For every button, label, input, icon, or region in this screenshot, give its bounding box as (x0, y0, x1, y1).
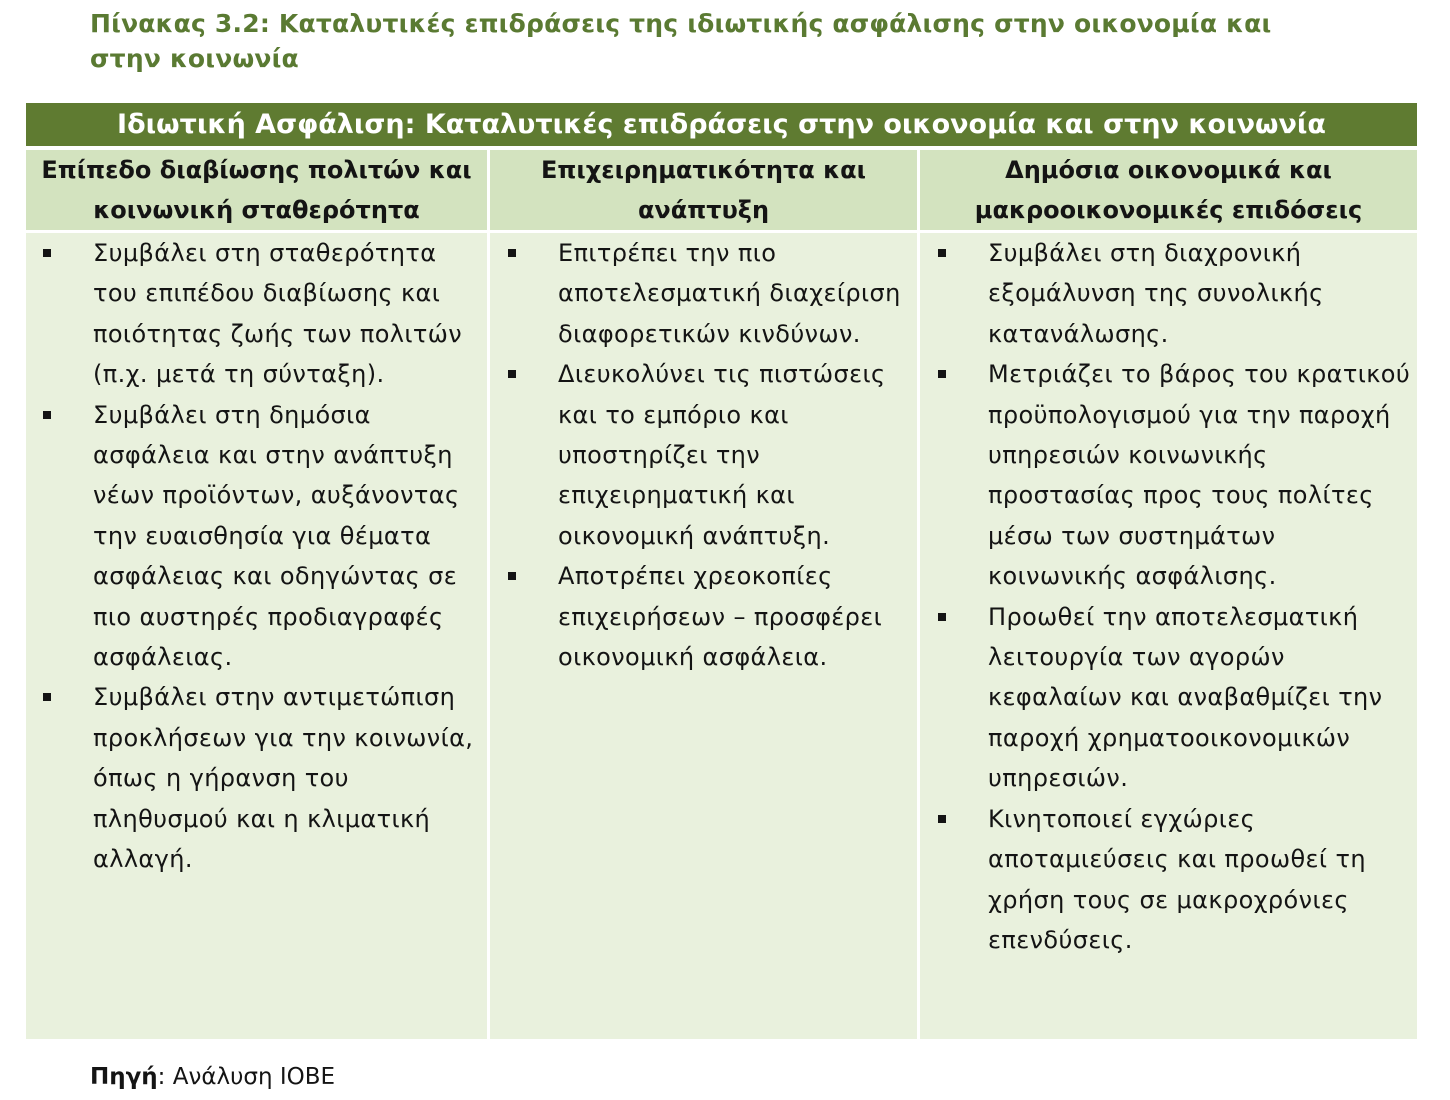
bullet-text: Διευκολύνει τις πιστώσεις και το εμπόριο και υποστηρίζει την επιχειρηματική και οικονομική ανάπτυξη. (558, 360, 886, 550)
bullet-text: Μετριάζει το βάρος του κρατικού προϋπολογισμού για την παροχή υπηρεσιών κοινωνικής προστασίας προς τους πολίτες μέσω των συστημάτων κοινωνικής ασφάλισης. (988, 360, 1411, 591)
bullet-list (26, 233, 487, 880)
source-text: : Ανάλυση ΙΟΒΕ (157, 1064, 336, 1090)
square-bullet-icon (43, 411, 51, 419)
list-item (26, 677, 487, 879)
bullet-text: Συμβάλει στη σταθερότητα του επιπέδου διαβίωσης και ποιότητας ζωής των πολιτών (π.χ. μετά τη σύνταξη). (93, 239, 463, 389)
table-caption: Πίνακας 3.2: Καταλυτικές επιδράσεις της ιδιωτικής ασφάλισης στην οικονομία και στην κοινωνία (90, 9, 1272, 73)
square-bullet-icon (508, 572, 516, 580)
square-bullet-icon (43, 249, 51, 257)
bullet-text: Αποτρέπει χρεοκοπίες επιχειρήσεων – προσφέρει οικονομική ασφάλεια. (558, 562, 883, 672)
bullet-text: Προωθεί την αποτελεσματική λειτουργία των αγορών κεφαλαίων και αναβαθμίζει την παροχή χρηματοοικονομικών υπηρεσιών. (988, 602, 1383, 793)
list-item (920, 597, 1417, 799)
list-item (920, 354, 1417, 596)
column-header: Δημόσια οικονομικά και μακροοικονομικές επιδόσεις (920, 150, 1417, 230)
impacts-table (26, 103, 1417, 1039)
list-item (920, 799, 1417, 961)
square-bullet-icon (508, 249, 516, 257)
square-bullet-icon (938, 249, 946, 257)
square-bullet-icon (508, 370, 516, 378)
source-label: Πηγή (90, 1064, 158, 1090)
column-header: Επίπεδο διαβίωσης πολιτών και κοινωνική σταθερότητα (26, 150, 487, 230)
bullet-text: Κινητοποιεί εγχώριες αποταμιεύσεις και προωθεί τη χρήση τους σε μακροχρόνιες επενδύσεις. (988, 804, 1366, 954)
list-item (920, 233, 1417, 354)
list-item (490, 556, 917, 677)
column-entrepreneurship (490, 150, 917, 1039)
bullet-text: Συμβάλει στη δημόσια ασφάλεια και στην ανάπτυξη νέων προϊόντων, αυξάνοντας την ευαισθησία για θέματα ασφάλειας και οδηγώντας σε πιο αυστηρές προδιαγραφές ασφάλειας. (93, 400, 460, 672)
bullet-text: Επιτρέπει την πιο αποτελεσματική διαχείριση διαφορετικών κινδύνων. (558, 239, 901, 348)
column-living-standards (26, 150, 487, 1039)
bullet-text: Συμβάλει στη διαχρονική εξομάλυνση της συνολικής κατανάλωσης. (988, 239, 1324, 348)
list-item (26, 395, 487, 678)
square-bullet-icon (938, 815, 946, 823)
list-item (490, 233, 917, 354)
square-bullet-icon (43, 693, 51, 701)
square-bullet-icon (938, 613, 946, 621)
bullet-list (920, 233, 1417, 960)
table-title: Ιδιωτική Ασφάλιση: Καταλυτικές επιδράσεις στην οικονομία και στην κοινωνία (26, 103, 1417, 146)
source-note (90, 1062, 335, 1092)
list-item (26, 233, 487, 395)
bullet-list (490, 233, 917, 677)
bullet-text: Συμβάλει στην αντιμετώπιση προκλήσεων για την κοινωνία, όπως η γήρανση του πληθυσμού και η κλιματική αλλαγή. (93, 683, 474, 874)
square-bullet-icon (938, 370, 946, 378)
column-header: Επιχειρηματικότητα και ανάπτυξη (490, 150, 917, 230)
column-public-finance (920, 150, 1417, 1039)
list-item (490, 354, 917, 556)
